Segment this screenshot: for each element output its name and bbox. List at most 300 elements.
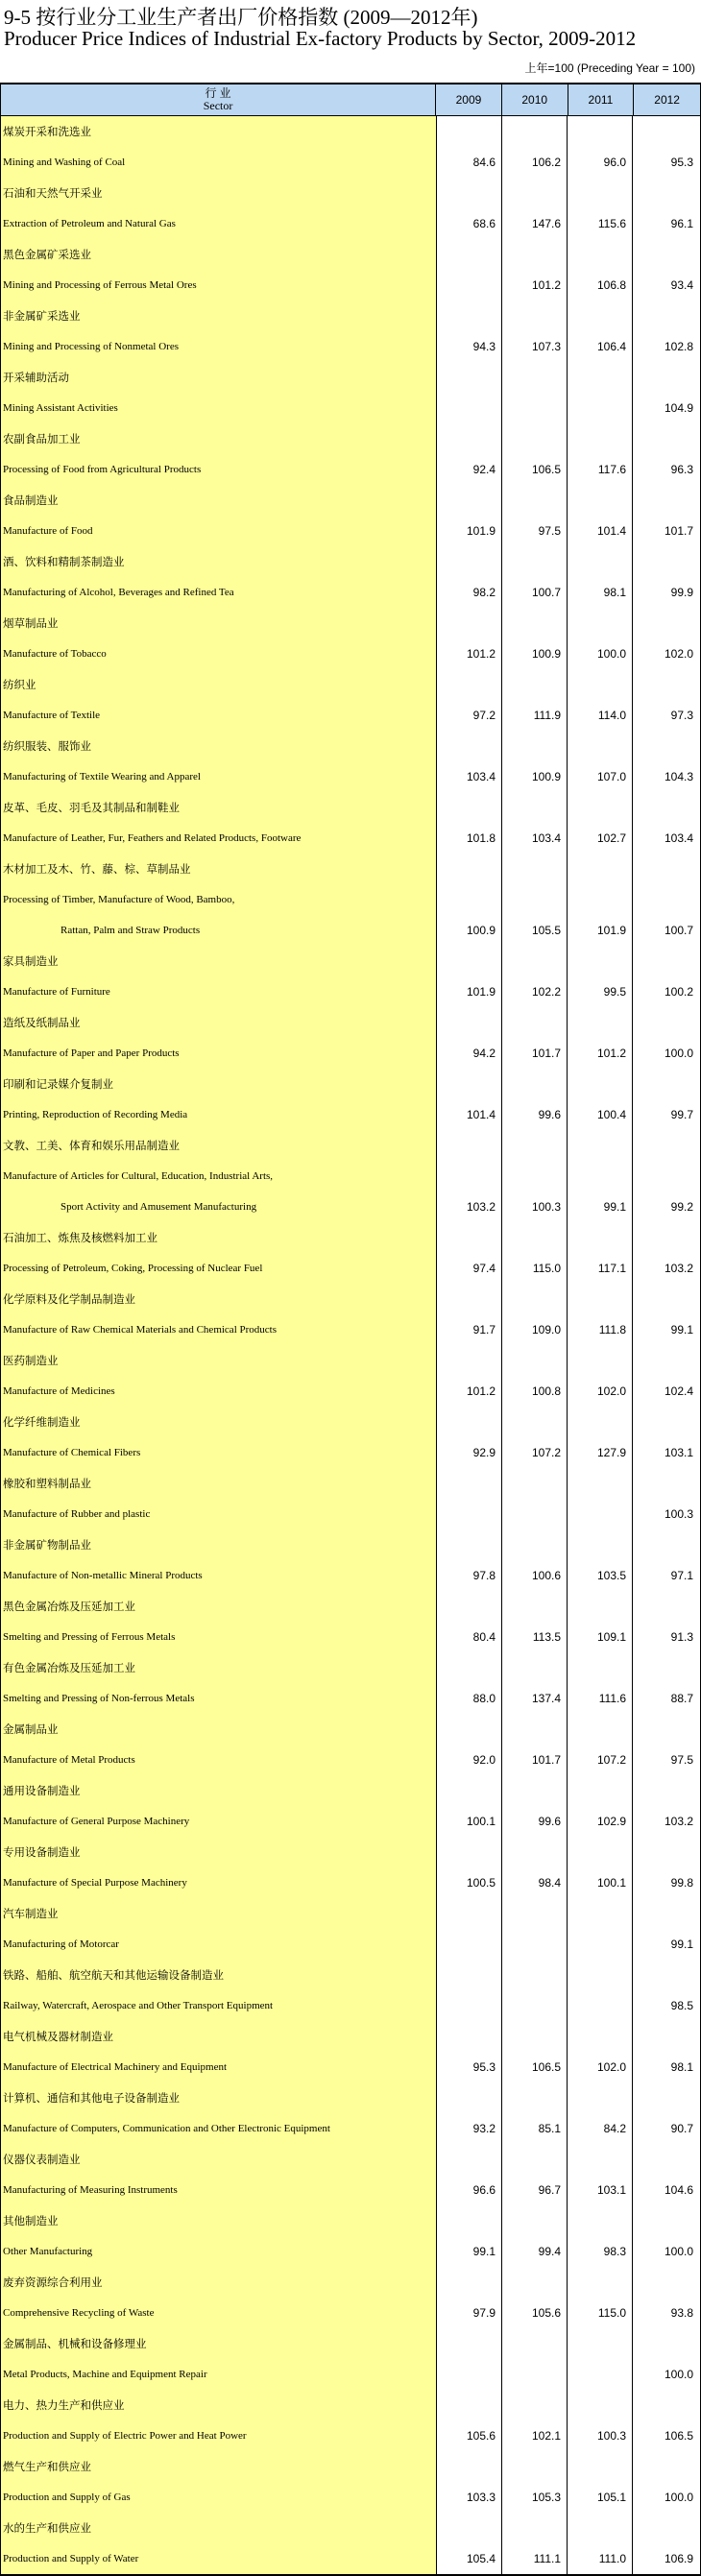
index-value-cell: 99.9 [670,586,693,599]
table-row-chinese-label [1,731,700,761]
index-value-cell: 101.4 [568,516,633,546]
empty-cell [502,2328,568,2359]
empty-cell [633,1837,699,1867]
index-value-cell: 102.1 [502,2420,568,2451]
index-value-cell: 103.4 [437,761,502,792]
sector-name-zh: 非金属矿采选业 [1,301,437,331]
index-value-cell: 102.2 [502,976,568,1007]
empty-cell [568,1898,633,1929]
empty-cell [633,884,699,915]
table-row-chinese-label [1,301,700,331]
year-header: 2010 [502,84,568,115]
index-value-cell: 90.7 [670,2122,693,2135]
index-value-cell: 98.4 [502,1867,568,1898]
table-row-chinese-label [1,1345,700,1376]
sector-name-zh: 煤炭开采和洗选业 [1,116,437,147]
index-value-cell [502,393,568,423]
index-value-cell: 92.4 [437,454,502,485]
table-row [1,2420,700,2451]
ppi-table [0,83,701,2576]
index-value-cell: 96.0 [568,147,633,178]
index-value-cell: 101.2 [437,1376,502,1407]
table-row [1,331,700,362]
index-value-cell: 102.7 [568,823,633,854]
table-row-chinese-label [1,1960,700,1990]
empty-cell [437,1284,502,1314]
sector-name-en: Manufacture of Special Purpose Machinery [1,1867,437,1898]
index-value-cell: 111.8 [568,1314,633,1345]
index-value-cell [502,2359,568,2390]
index-value-cell [437,2359,502,2390]
sector-name-en: Manufacture of Rubber and plastic [1,1499,437,1529]
sector-name-en: Processing of Petroleum, Coking, Processing of Nuclear Fuel [1,1253,437,1284]
index-value-cell: 99.1 [568,1192,633,1222]
index-value-cell: 107.3 [502,331,568,362]
empty-cell [633,1529,699,1560]
empty-cell [568,1345,633,1376]
index-value-cell: 106.9 [664,2552,693,2565]
empty-cell [568,1069,633,1099]
sector-name-zh: 金属制品、机械和设备修理业 [1,2328,437,2359]
table-row [1,1990,700,2021]
sector-name-zh: 食品制造业 [1,485,437,516]
index-value-cell: 103.4 [664,831,693,845]
empty-cell [502,1529,568,1560]
index-value-cell: 103.2 [437,1192,502,1222]
index-value-cell: 117.1 [568,1253,633,1284]
empty-cell [437,2513,502,2543]
empty-cell [437,1407,502,1437]
empty-cell [437,546,502,577]
empty-cell [437,2021,502,2052]
index-value-cell: 99.2 [670,1200,693,1214]
index-value-cell: 109.0 [502,1314,568,1345]
sector-name-zh: 废弃资源综合利用业 [1,2267,437,2298]
empty-cell [502,2267,568,2298]
empty-cell [568,608,633,638]
table-row [1,700,700,731]
empty-cell [437,1591,502,1622]
table-row [1,516,700,546]
index-value-cell: 100.0 [664,2491,693,2504]
empty-cell [568,485,633,516]
empty-cell [437,1775,502,1806]
empty-cell [633,1591,699,1622]
empty-cell [568,1161,633,1192]
table-row [1,2175,700,2205]
empty-cell [633,116,699,147]
sector-name-zh: 纺织业 [1,669,437,700]
empty-cell [437,239,502,270]
table-row [1,2113,700,2144]
table-row-chinese-label [1,178,700,208]
table-row [1,2543,700,2574]
empty-cell [502,2021,568,2052]
empty-cell [568,423,633,454]
index-value-cell: 100.0 [568,638,633,669]
index-value-cell: 105.5 [502,915,568,946]
title-chinese: 9-5 按行业分工业生产者出厂价格指数 (2009—2012年) [4,6,478,29]
table-row-chinese-label [1,423,700,454]
table-row-chinese-label [1,2328,700,2359]
sector-name-zh: 专用设备制造业 [1,1837,437,1867]
index-value-cell: 97.2 [437,700,502,731]
index-value-cell: 103.3 [437,2482,502,2513]
empty-cell [633,2144,699,2175]
empty-cell [568,1775,633,1806]
index-value-cell: 92.9 [437,1437,502,1468]
index-value-cell: 147.6 [502,208,568,239]
sector-name-en: Production and Supply of Electric Power and Heat Power [1,2420,437,2451]
empty-cell [437,731,502,761]
empty-cell [437,884,502,915]
empty-cell [502,1407,568,1437]
sector-name-zh: 铁路、船舶、航空航天和其他运输设备制造业 [1,1960,437,1990]
empty-cell [568,178,633,208]
index-value-cell [502,1990,568,2021]
sector-name-zh: 印刷和记录媒介复制业 [1,1069,437,1099]
sector-name-zh: 医药制造业 [1,1345,437,1376]
empty-cell [633,178,699,208]
empty-cell [502,946,568,976]
sector-name-zh: 化学纤维制造业 [1,1407,437,1437]
sector-name-en: Extraction of Petroleum and Natural Gas [1,208,437,239]
index-value-cell: 101.7 [664,524,693,538]
index-value-cell: 99.5 [568,976,633,1007]
empty-cell [437,2451,502,2482]
empty-cell [568,792,633,823]
empty-cell [633,485,699,516]
empty-cell [437,1529,502,1560]
table-row-chinese-label [1,1007,700,1038]
index-value-cell: 103.5 [568,1560,633,1591]
index-value-cell: 111.1 [502,2543,568,2574]
empty-cell [502,1069,568,1099]
index-value-cell: 99.1 [437,2236,502,2267]
sector-name-en: Production and Supply of Water [1,2543,437,2574]
sector-name-zh: 皮革、毛皮、羽毛及其制品和制鞋业 [1,792,437,823]
empty-cell [502,854,568,884]
sector-name-en: Processing of Timber, Manufacture of Wood, Bamboo, [1,884,437,915]
empty-cell [633,2328,699,2359]
table-body [1,116,700,2574]
index-value-cell: 101.8 [437,823,502,854]
sector-name-en: Manufacture of Computers, Communication and Other Electronic Equipment [1,2113,437,2144]
empty-cell [437,116,502,147]
table-row-chinese-label [1,1069,700,1099]
table-row-chinese-label [1,2144,700,2175]
sector-name-en: Manufacture of General Purpose Machinery [1,1806,437,1837]
sector-name-en: Manufacturing of Alcohol, Beverages and Refined Tea [1,577,437,608]
empty-cell [633,1345,699,1376]
empty-cell [568,1960,633,1990]
empty-cell [437,1468,502,1499]
index-value-cell: 107.2 [568,1745,633,1775]
empty-cell [437,1837,502,1867]
index-value-cell: 101.7 [502,1745,568,1775]
index-value-cell: 97.3 [670,709,693,722]
index-value-cell: 106.5 [502,2052,568,2082]
empty-cell [502,1222,568,1253]
table-row-chinese-label [1,1284,700,1314]
empty-cell [568,1529,633,1560]
index-value-cell: 114.0 [568,700,633,731]
empty-cell [568,2513,633,2543]
index-value-cell: 96.1 [670,217,693,230]
sector-name-zh: 石油加工、炼焦及核燃料加工业 [1,1222,437,1253]
empty-cell [437,1345,502,1376]
sector-name-zh: 文教、工美、体育和娱乐用品制造业 [1,1130,437,1161]
index-value-cell: 106.4 [568,331,633,362]
empty-cell [568,946,633,976]
sector-name-zh: 石油和天然气开采业 [1,178,437,208]
empty-cell [502,239,568,270]
empty-cell [437,2390,502,2420]
table-row-chinese-label [1,669,700,700]
empty-cell [502,669,568,700]
empty-cell [502,2082,568,2113]
table-row-chinese-label [1,792,700,823]
index-value-cell: 93.2 [437,2113,502,2144]
table-row [1,1253,700,1284]
index-value-cell [437,393,502,423]
title-english: Producer Price Indices of Industrial Ex-factory Products by Sector, 2009-2012 [4,27,637,50]
index-value-cell: 137.4 [502,1683,568,1714]
empty-cell [437,362,502,393]
empty-cell [633,2205,699,2236]
index-value-cell: 97.1 [670,1569,693,1582]
empty-cell [502,301,568,331]
empty-cell [437,946,502,976]
index-value-cell: 103.1 [664,1446,693,1459]
empty-cell [568,362,633,393]
empty-cell [502,116,568,147]
empty-cell [502,1130,568,1161]
index-value-cell: 106.5 [664,2429,693,2443]
sector-name-zh: 化学原料及化学制品制造业 [1,1284,437,1314]
empty-cell [633,2451,699,2482]
index-value-cell: 97.5 [670,1753,693,1767]
index-value-cell: 106.2 [502,147,568,178]
table-row-chinese-label [1,2390,700,2420]
table-row [1,2359,700,2390]
index-value-cell: 100.4 [568,1099,633,1130]
index-value-cell: 107.0 [568,761,633,792]
index-value-cell: 99.4 [502,2236,568,2267]
table-row-chinese-label [1,2513,700,2543]
sector-name-en: Smelting and Pressing of Non-ferrous Metals [1,1683,437,1714]
index-value-cell [437,1990,502,2021]
index-value-cell: 99.1 [670,1323,693,1336]
index-value-cell: 103.2 [664,1262,693,1275]
index-value-cell: 95.3 [437,2052,502,2082]
sector-name-en: Mining Assistant Activities [1,393,437,423]
index-value-cell: 99.6 [502,1099,568,1130]
table-row [1,1161,700,1192]
index-value-cell: 100.8 [502,1376,568,1407]
empty-cell [568,854,633,884]
table-row-continued [1,915,700,946]
sector-name-en: Manufacture of Electrical Machinery and Equipment [1,2052,437,2082]
sector-name-zh: 金属制品业 [1,1714,437,1745]
empty-cell [568,546,633,577]
empty-cell [568,2021,633,2052]
empty-cell [633,2267,699,2298]
empty-cell [568,239,633,270]
table-row [1,2052,700,2082]
empty-cell [568,2390,633,2420]
sector-name-en-continued: Rattan, Palm and Straw Products [1,915,437,946]
table-row [1,884,700,915]
empty-cell [502,546,568,577]
empty-cell [437,2205,502,2236]
index-value-cell: 100.7 [502,577,568,608]
table-row-chinese-label [1,1130,700,1161]
empty-cell [568,1652,633,1683]
table-row [1,1314,700,1345]
empty-cell [633,1407,699,1437]
index-value-cell: 100.1 [437,1806,502,1837]
empty-cell [633,546,699,577]
table-row [1,1099,700,1130]
empty-cell [502,1345,568,1376]
index-value-cell: 68.6 [437,208,502,239]
empty-cell [633,608,699,638]
index-value-cell: 115.6 [568,208,633,239]
empty-cell [502,1284,568,1314]
index-value-cell: 102.8 [664,340,693,353]
table-row-chinese-label [1,2451,700,2482]
empty-cell [633,854,699,884]
table-row [1,2482,700,2513]
sector-name-en: Printing, Reproduction of Recording Media [1,1099,437,1130]
table-row [1,393,700,423]
empty-cell [633,1898,699,1929]
index-value-cell: 88.7 [670,1692,693,1705]
table-row-chinese-label [1,1898,700,1929]
empty-cell [568,301,633,331]
table-row [1,976,700,1007]
index-value-cell: 106.8 [568,270,633,301]
empty-cell [633,1714,699,1745]
sector-name-zh: 黑色金属冶炼及压延加工业 [1,1591,437,1622]
index-value-cell: 99.8 [670,1876,693,1890]
year-header: 2012 [654,93,680,107]
empty-cell [568,2328,633,2359]
table-row [1,1038,700,1069]
sector-name-zh: 纺织服装、服饰业 [1,731,437,761]
empty-cell [568,1837,633,1867]
sector-name-zh: 通用设备制造业 [1,1775,437,1806]
sector-name-zh: 橡胶和塑料制品业 [1,1468,437,1499]
empty-cell [437,423,502,454]
sector-name-en: Manufacturing of Measuring Instruments [1,2175,437,2205]
empty-cell [633,1284,699,1314]
table-row [1,1560,700,1591]
index-value-cell: 91.7 [437,1314,502,1345]
empty-cell [437,2328,502,2359]
empty-cell [633,1069,699,1099]
empty-cell [568,1714,633,1745]
empty-cell [437,669,502,700]
sector-name-zh: 黑色金属矿采选业 [1,239,437,270]
index-value-cell: 127.9 [568,1437,633,1468]
empty-cell [437,1652,502,1683]
empty-cell [633,239,699,270]
index-value-cell: 98.1 [568,577,633,608]
table-row [1,2298,700,2328]
sector-name-en: Manufacture of Textile [1,700,437,731]
index-value-cell: 104.9 [664,401,693,415]
sector-name-en: Manufacture of Raw Chemical Materials and Chemical Products [1,1314,437,1345]
index-value-cell: 97.4 [437,1253,502,1284]
index-value-cell: 102.0 [568,1376,633,1407]
empty-cell [502,1960,568,1990]
empty-cell [437,608,502,638]
empty-cell [502,731,568,761]
empty-cell [502,1161,568,1192]
table-row [1,1437,700,1468]
empty-cell [502,2144,568,2175]
sector-name-en: Manufacture of Food [1,516,437,546]
empty-cell [633,423,699,454]
table-row-chinese-label [1,546,700,577]
sector-name-zh: 电气机械及器材制造业 [1,2021,437,2052]
empty-cell [633,2021,699,2052]
year-header: 2011 [568,84,635,115]
table-row-chinese-label [1,2205,700,2236]
index-value-cell: 98.1 [670,2060,693,2074]
index-value-cell: 93.8 [670,2306,693,2320]
index-value-cell: 96.6 [437,2175,502,2205]
table-row [1,1376,700,1407]
index-value-cell: 96.3 [670,463,693,476]
index-value-cell: 106.5 [502,454,568,485]
table-row-chinese-label [1,2021,700,2052]
empty-cell [633,1652,699,1683]
empty-cell [502,2513,568,2543]
index-value-cell [437,1499,502,1529]
empty-cell [568,1222,633,1253]
sector-name-en: Manufacture of Leather, Fur, Feathers and Related Products, Footware [1,823,437,854]
table-row [1,147,700,178]
table-row-chinese-label [1,1775,700,1806]
index-value-cell: 113.5 [502,1622,568,1652]
index-value-cell: 100.3 [568,2420,633,2451]
sector-name-en: Other Manufacturing [1,2236,437,2267]
empty-cell [568,884,633,915]
index-value-cell: 100.1 [568,1867,633,1898]
table-row [1,577,700,608]
empty-cell [568,1130,633,1161]
empty-cell [502,2390,568,2420]
table-row [1,454,700,485]
empty-cell [568,1468,633,1499]
index-value-cell: 105.4 [437,2543,502,2574]
sector-name-zh: 水的生产和供应业 [1,2513,437,2543]
index-value-cell: 94.2 [437,1038,502,1069]
empty-cell [568,1284,633,1314]
sector-name-zh: 农副食品加工业 [1,423,437,454]
empty-cell [633,1775,699,1806]
sector-name-zh: 家具制造业 [1,946,437,976]
empty-cell [437,1161,502,1192]
table-row-chinese-label [1,1837,700,1867]
table-row-chinese-label [1,854,700,884]
empty-cell [437,854,502,884]
empty-cell [568,669,633,700]
index-value-cell: 99.1 [670,1938,693,1951]
